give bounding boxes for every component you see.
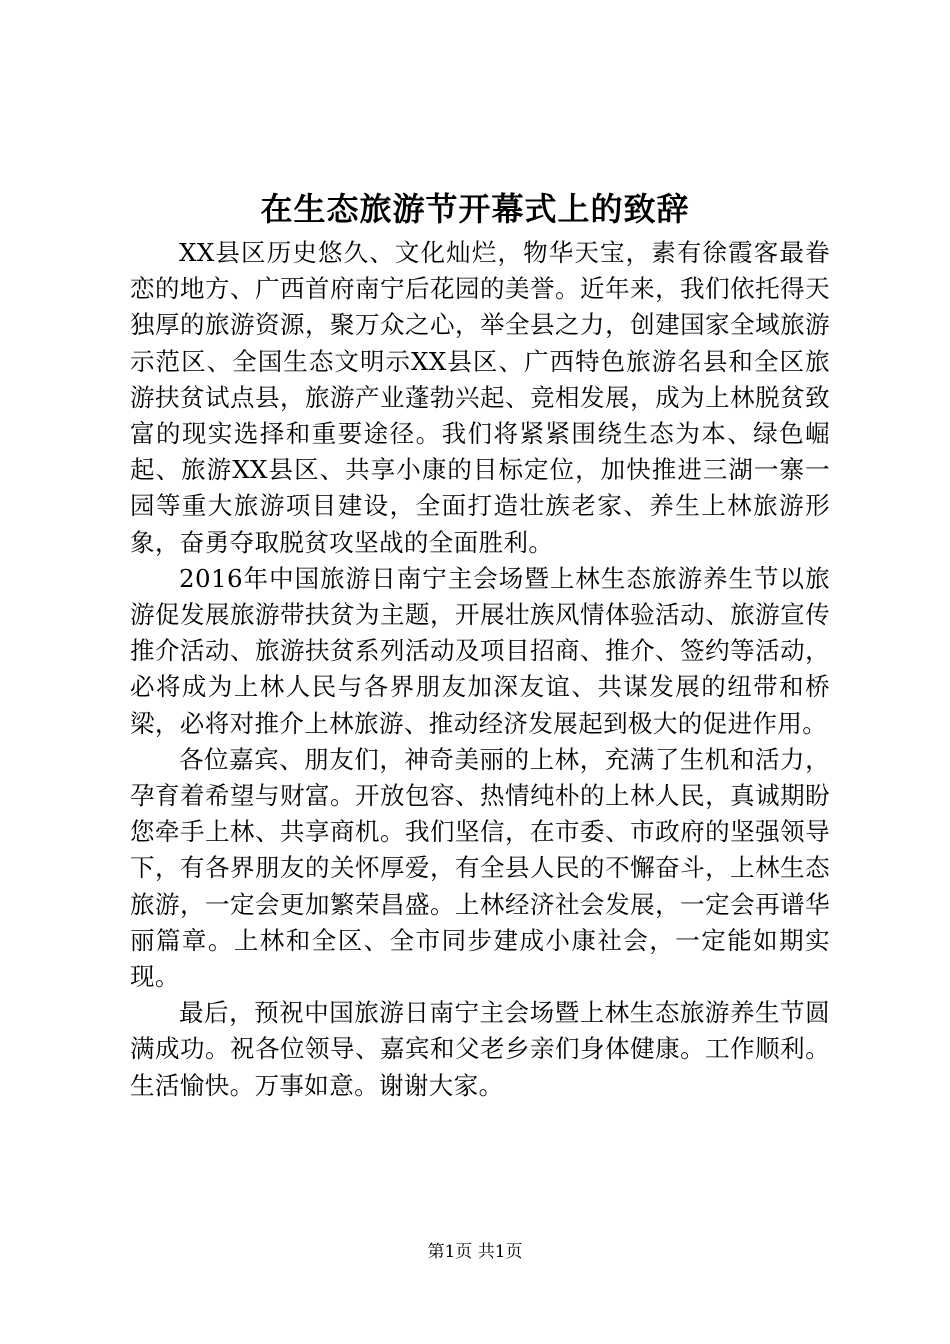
paragraph-2: 2016年中国旅游日南宁主会场暨上林生态旅游养生节以旅游促发展旅游带扶贫为主题，开展壮族风情体验活动、旅游宣传推介活动、旅游扶贫系列活动及项目招商、推介、签约等活动，必将成为上林人民与各界朋友加深友谊、共谋发展的纽带和桥梁，必将对推介上林旅游、推动经济发展起到极大的促进作用。	[130, 563, 830, 738]
page-footer: 第1页 共1页	[427, 1242, 523, 1262]
paragraph-3: 各位嘉宾、朋友们，神奇美丽的上林，充满了生机和活力，孕育着希望与财富。开放包容、热情纯朴的上林人民，真诚期盼您牵手上林、共享商机。我们坚信，在市委、市政府的坚强领导下，有各界朋友的关怀厚爱，有全县人民的不懈奋斗，上林生态旅游，一定会更加繁荣昌盛。上林经济社会发展，一定会再谱华丽篇章。上林和全区、全市同步建成小康社会，一定能如期实现。	[130, 744, 830, 992]
document-body	[130, 235, 830, 1104]
document-title: 在生态旅游节开幕式上的致辞	[260, 190, 690, 228]
paragraph-4: 最后，预祝中国旅游日南宁主会场暨上林生态旅游养生节圆满成功。祝各位领导、嘉宾和父老乡亲们身体健康。工作顺利。生活愉快。万事如意。谢谢大家。	[130, 998, 830, 1100]
paragraph-1: XX县区历史悠久、文化灿烂，物华天宝，素有徐霞客最眷恋的地方、广西首府南宁后花园的美誉。近年来，我们依托得天独厚的旅游资源，聚万众之心，举全县之力，创建国家全域旅游示范区、全国生态文明示XX县区、广西特色旅游名县和全区旅游扶贫试点县，旅游产业蓬勃兴起、竞相发展，成为上林脱贫致富的现实选择和重要途径。我们将紧紧围绕生态为本、绿色崛起、旅游XX县区、共享小康的目标定位，加快推进三湖一寨一园等重大旅游项目建设，全面打造壮族老家、养生上林旅游形象，奋勇夺取脱贫攻坚战的全面胜利。	[130, 238, 830, 557]
